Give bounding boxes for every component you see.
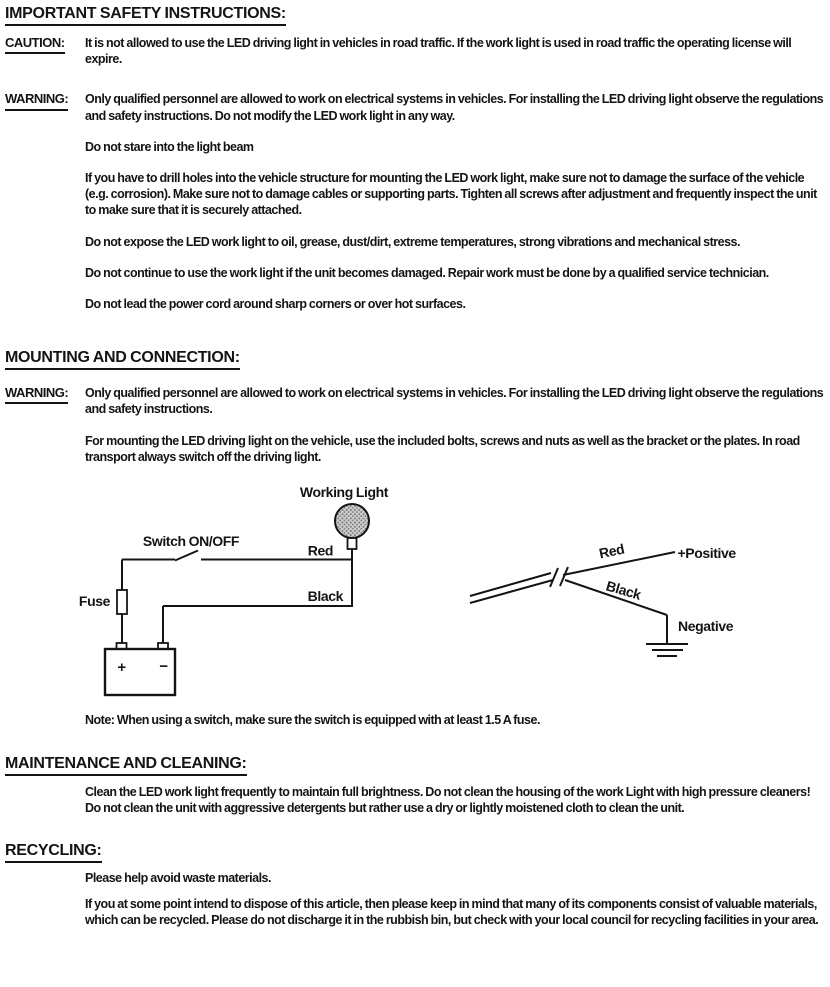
maintenance-section [85, 784, 828, 816]
cable-pinout-diagram [470, 541, 736, 656]
negative-label: Negative [678, 618, 734, 635]
fuse-icon [117, 590, 127, 614]
safety-warning-section [5, 91, 828, 312]
mounting-warning-section [5, 385, 828, 465]
cable-break-icon [550, 567, 568, 587]
maintenance-heading: MAINTENANCE AND CLEANING: [5, 754, 828, 776]
red-wire-label: Red [597, 540, 626, 562]
switch-icon [175, 551, 198, 561]
battery-minus-sign: − [159, 658, 168, 676]
warning-label: WARNING: [5, 91, 68, 110]
warning-label: WARNING: [5, 385, 68, 404]
warning-paragraph: Only qualified personnel are allowed to work on electrical systems in vehicles. For installing the LED driving light observe the regulations and safety instructions. [85, 386, 824, 417]
working-light-label: Working Light [299, 484, 389, 501]
fuse-label: Fuse [78, 593, 110, 610]
black-wire-label: Black [604, 577, 643, 603]
recycling-heading: RECYCLING: [5, 841, 828, 863]
mounting-heading: MOUNTING AND CONNECTION: [5, 348, 828, 370]
caution-label: CAUTION: [5, 35, 65, 54]
recycling-paragraph: If you at some point intend to dispose of this article, then please keep in mind that many of its components consist of valuable materials, which can be recycled. Please do not discharge it in the rubbish bin, but check with your local council for recycling facilities in your area. [85, 896, 819, 928]
switch-label: Switch ON/OFF [142, 533, 240, 550]
warning-paragraph: Do not stare into the light beam [85, 139, 254, 154]
black-wire-label: Black [307, 588, 343, 605]
warning-paragraph: If you have to drill holes into the vehicle structure for mounting the LED work light, make sure not to damage the surface of the vehicle (e.g. corrosion). Make sure not to damage cables or supporting parts. Tighten all screws after adjustment and frequently inspect the unit to make sure that it is securely attached. [85, 171, 817, 218]
recycling-section [85, 870, 828, 929]
warning-paragraph: For mounting the LED driving light on the vehicle, use the included bolts, screws and nuts as well as the bracket or the plates. In road transport always switch off the driving light. [85, 433, 800, 464]
battery-icon [105, 643, 175, 695]
ground-icon [646, 644, 688, 656]
red-wire-label: Red [307, 542, 333, 559]
warning-paragraph: Do not expose the LED work light to oil, grease, dust/dirt, extreme temperatures, strong vibrations and mechanical stress. [85, 234, 740, 249]
page-title: IMPORTANT SAFETY INSTRUCTIONS: [5, 4, 828, 26]
working-light-icon [335, 504, 369, 549]
positive-label: +Positive [677, 545, 736, 562]
warning-paragraph: Do not continue to use the work light if the unit becomes damaged. Repair work must be done by a qualified service technician. [85, 265, 769, 280]
battery-plus-sign: + [117, 659, 126, 677]
warning-paragraph: Only qualified personnel are allowed to work on electrical systems in vehicles. For installing the LED driving light observe the regulations and safety instructions. Do not modify the LED work light in any way. [85, 92, 824, 123]
warning-paragraph: Do not lead the power cord around sharp corners or over hot surfaces. [85, 297, 466, 312]
wiring-diagram [5, 475, 830, 703]
caution-text: It is not allowed to use the LED driving light in vehicles in road traffic. If the work light is used in road traffic the operating license will expire. [85, 36, 792, 67]
battery-circuit-diagram [79, 484, 389, 695]
maintenance-text: Clean the LED work light frequently to maintain full brightness. Do not clean the housing of the work Light with high pressure cleaners! Do not clean the unit with aggressive detergents but rather use a dry or lightly moistened cloth to clean the unit. [85, 785, 811, 816]
caution-section [5, 35, 828, 67]
recycling-paragraph: Please help avoid waste materials. [85, 870, 271, 885]
fuse-note: Note: When using a switch, make sure the switch is equipped with at least 1.5 A fuse. [85, 713, 540, 728]
